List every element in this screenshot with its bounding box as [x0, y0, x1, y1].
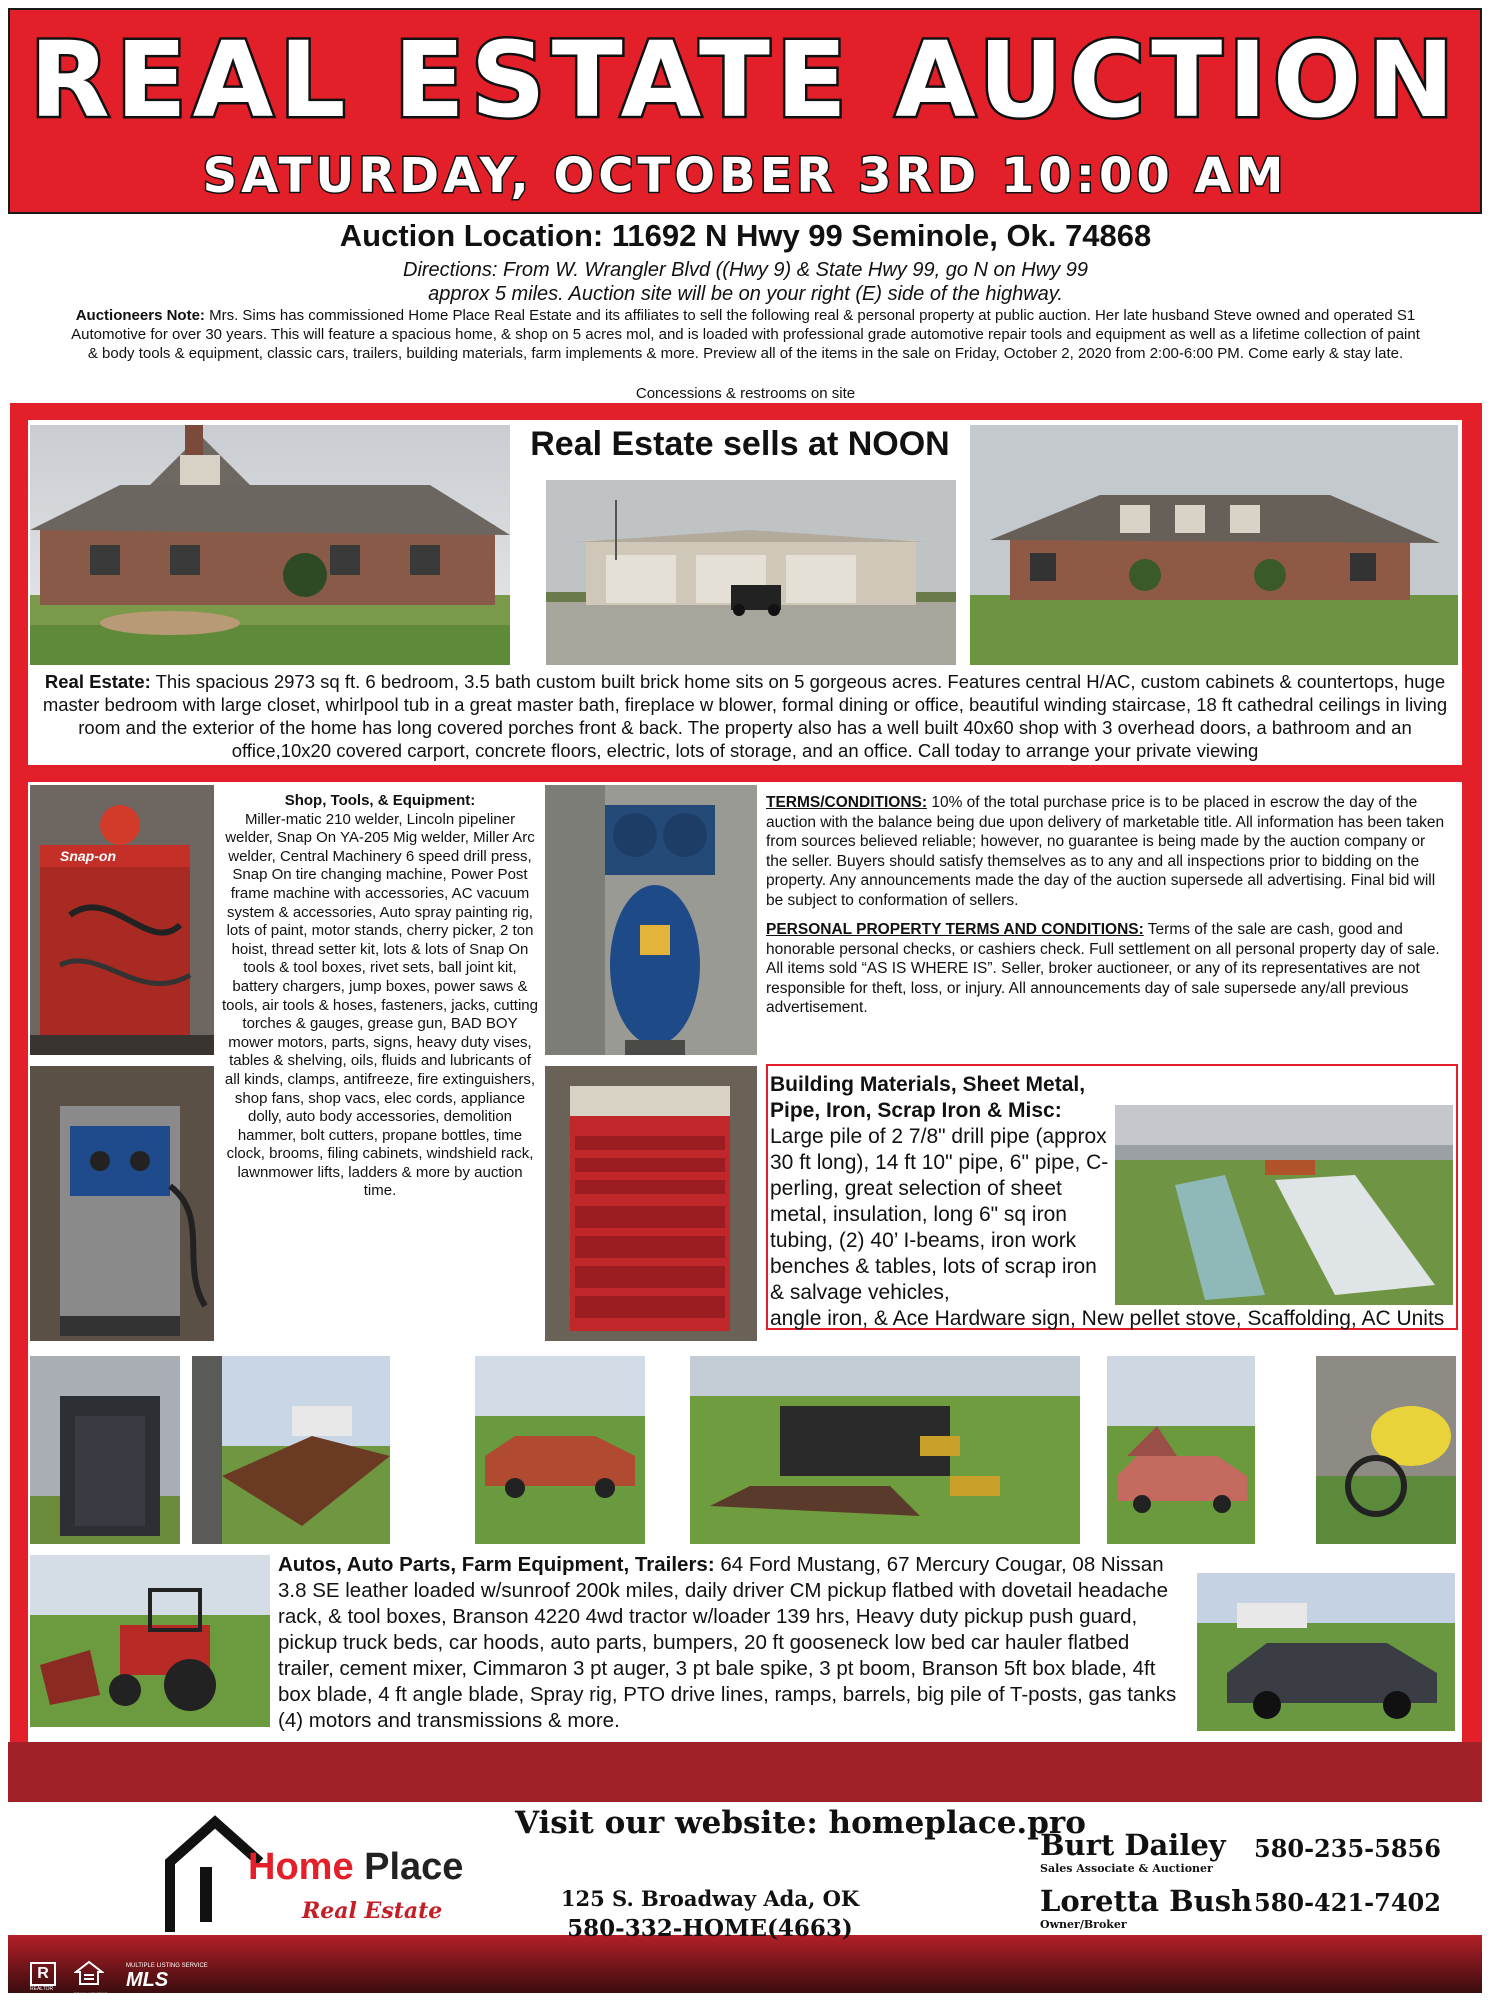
footer-top-band: [8, 1742, 1482, 1802]
nissan-photo: [1197, 1573, 1455, 1731]
compressor-photo: [545, 785, 757, 1055]
realtor-icon: R: [30, 1962, 56, 1986]
website-link[interactable]: Visit our website: homeplace.pro: [515, 1805, 1086, 1841]
agent2-name: Loretta Bush: [1040, 1884, 1253, 1918]
shop-photo: [546, 480, 956, 665]
auction-title: REAL ESTATE AUCTION: [29, 19, 1461, 141]
mls-logo: MLS: [126, 1969, 169, 1991]
terms-conditions: TERMS/CONDITIONS: 10% of the total purchase price is to be placed in escrow the day of the auction with the balance being due upon delivery of marketable title. All information has been taken from sources believed reliable; however, no guarantee is being made by the auction company or the seller. Buyers should satisfy themselves as to any and all inspections prior to bidding on the property. Any announcements made the day of the auction supersede all advertising. Final bid will be subject to conformation of sellers. PERSONAL PROPERTY TERMS AND CONDITIONS: Terms of the sale are cash, good and honorable personal checks, or cashiers check. Full settlement on all personal property day of sale. All items sold “AS IS WHERE IS”. Seller, broker auctioneer, or any of its representatives are not responsible for theft, loss, or injury. All announcements day of sale supersede any/all previous advertisement.: [766, 794, 1445, 1016]
auctioneers-note: Auctioneers Note: Mrs. Sims has commissioned Home Place Real Estate and its affiliates to sell the following real & personal property at public auction. Her late husband Steve owned and operated S1 Automotive for over 30 years. This will feature a spacious home, & shop on 5 acres mol, and is loaded with professional grade automotive repair tools and equipment as well as a lifetime collection of paint & body tools & equipment, classic cars, trailers, building materials, farm implements & more. Preview all of the items in the sale on Friday, October 2, 2020 from 2:00-6:00 PM. Come early & stay late.: [71, 307, 1420, 362]
building-materials-list: Building Materials, Sheet Metal, Pipe, Iron, Scrap Iron & Misc: Large pile of 2 7/8" drill pipe (approx 30 ft long), 14 ft 10" pipe, 6" pipe, C-perling, great selection of sheet metal, insulation, long 6" sq iron tubing, (2) 40’ I-beams, iron work benches & tables, lots of scrap iron & salvage vehicles, angle iron, & Ace Hardware sign, New pellet stove, Scaffolding, AC Units: [770, 1073, 1445, 1330]
flatbed-photo: [690, 1356, 1080, 1544]
agent1-phone[interactable]: 580-235-5856: [1254, 1834, 1441, 1863]
spray-rig-photo: [1316, 1356, 1456, 1544]
mls-caption: MULTIPLE LISTING SERVICE: [126, 1963, 208, 1969]
directions: Directions: From W. Wrangler Blvd ((Hwy 9) & State Hwy 99, go N on Hwy 99 approx 5 miles. Auction site will be on your right (E) side of the highway.: [403, 259, 1088, 305]
real-estate-description: Real Estate: This spacious 2973 sq ft. 6 bedroom, 3.5 bath custom built brick home sits on 5 gorgeous acres. Features central H/AC, custom cabinets & countertops, huge master bedroom with large closet, whirlpool tub in a great master bath, fireplace w blower, formal dining or office, beautiful winding staircase, 18 ft cathedral ceilings in living room and the exterior of the home has long covered porches front & back. The property also has a well built 40x60 shop with 3 overhead doors, a bathroom and an office,10x20 covered carport, concrete floors, electric, lots of storage, and an office. Call today to arrange your private viewing: [42, 671, 1448, 761]
auction-date: SATURDAY, OCTOBER 3RD 10:00 AM: [202, 148, 1288, 204]
shop-tools-list: Shop, Tools, & Equipment: Miller-matic 210 welder, Lincoln pipeliner welder, Snap On YA-205 Mig welder, Miller Arc welder, Central Machinery 6 speed drill press, Snap On tire changing machine, Power Post frame machine with accessories, AC vacuum system & accessories, Auto spray painting rig, lots of paint, motor stands, cherry picker, 2 ton hoist, thread setter kit, lots & lots of Snap On tools & tool boxes, rivet sets, ball joint kit, battery chargers, jump boxes, power saws & tools, air tools & hoses, fasteners, jacks, cutting torches & gauges, grease gun, BAD BOY mower motors, parts, signs, heavy duty vises, tables & shelving, oils, fluids and lubricants of all kinds, clamps, antifreeze, fire extinguishers, shop fans, shop vacs, elec cords, appliance dolly, auto body accessories, demolition hammer, bolt cutters, propane bottles, time clock, brooms, filing cabinets, windshield rack, lawnmower lifts, ladders & more by auction time.: [222, 792, 538, 1200]
autos-list: Autos, Auto Parts, Farm Equipment, Trailers: 64 Ford Mustang, 67 Mercury Cougar, 08 Nissan 3.8 SE leather loaded w/sunroof 200k miles, daily driver CM pickup flatbed with dovetail headache rack, & tool boxes, Branson 4220 4wd tractor w/loader 139 hrs, Heavy duty pickup push guard, pickup truck beds, car hoods, auto parts, bumpers, 20 ft gooseneck low bed car hauler flatbed trailer, cement mixer, Cimmaron 3 pt auger, 3 pt bale spike, 3 pt boom, Branson 5ft box blade, 4ft box blade, 4 ft angle blade, Spray rig, PTO drive lines, ramps, barrels, big pile of T-posts, gas tanks (4) motors and transmissions & more.: [278, 1553, 1177, 1732]
tractor-photo: [30, 1555, 270, 1727]
real-estate-heading: Real Estate sells at NOON: [530, 425, 950, 463]
trailer-photo: [192, 1356, 390, 1544]
mig-welder-photo: [30, 1066, 214, 1341]
snapon-label: Snap-on: [60, 848, 116, 864]
toolbox-photo: [545, 1066, 757, 1341]
concessions-note: Concessions & restrooms on site: [635, 385, 856, 402]
mercury-cougar-photo: [475, 1356, 645, 1544]
equal-housing-badge: EQUAL HOUSING OPPORTUNITY: [74, 1960, 114, 2000]
house-photo-left: [30, 425, 510, 665]
agent2-phone[interactable]: 580-421-7402: [1254, 1888, 1441, 1917]
house-photo-right: [970, 425, 1458, 665]
header-banner: [8, 8, 1482, 214]
realtor-badge: R REALTOR: [30, 1962, 56, 1992]
sheet-metal-photo: [1115, 1105, 1453, 1305]
agent1-name: Burt Dailey: [1040, 1828, 1226, 1862]
mustang-photo: [1107, 1356, 1255, 1544]
agent1-title: Sales Associate & Auctioner: [1040, 1862, 1213, 1875]
equal-housing-icon: [74, 1960, 104, 1986]
office-address: 125 S. Broadway Ada, OK 580-332-HOME(4663): [560, 1886, 860, 1942]
agent2-title: Owner/Broker: [1040, 1918, 1127, 1931]
auction-location: Auction Location: 11692 N Hwy 99 Seminole, Ok. 74868: [339, 218, 1152, 253]
shed-photo: [30, 1356, 180, 1544]
welder-photo-snapon: [30, 785, 214, 1055]
